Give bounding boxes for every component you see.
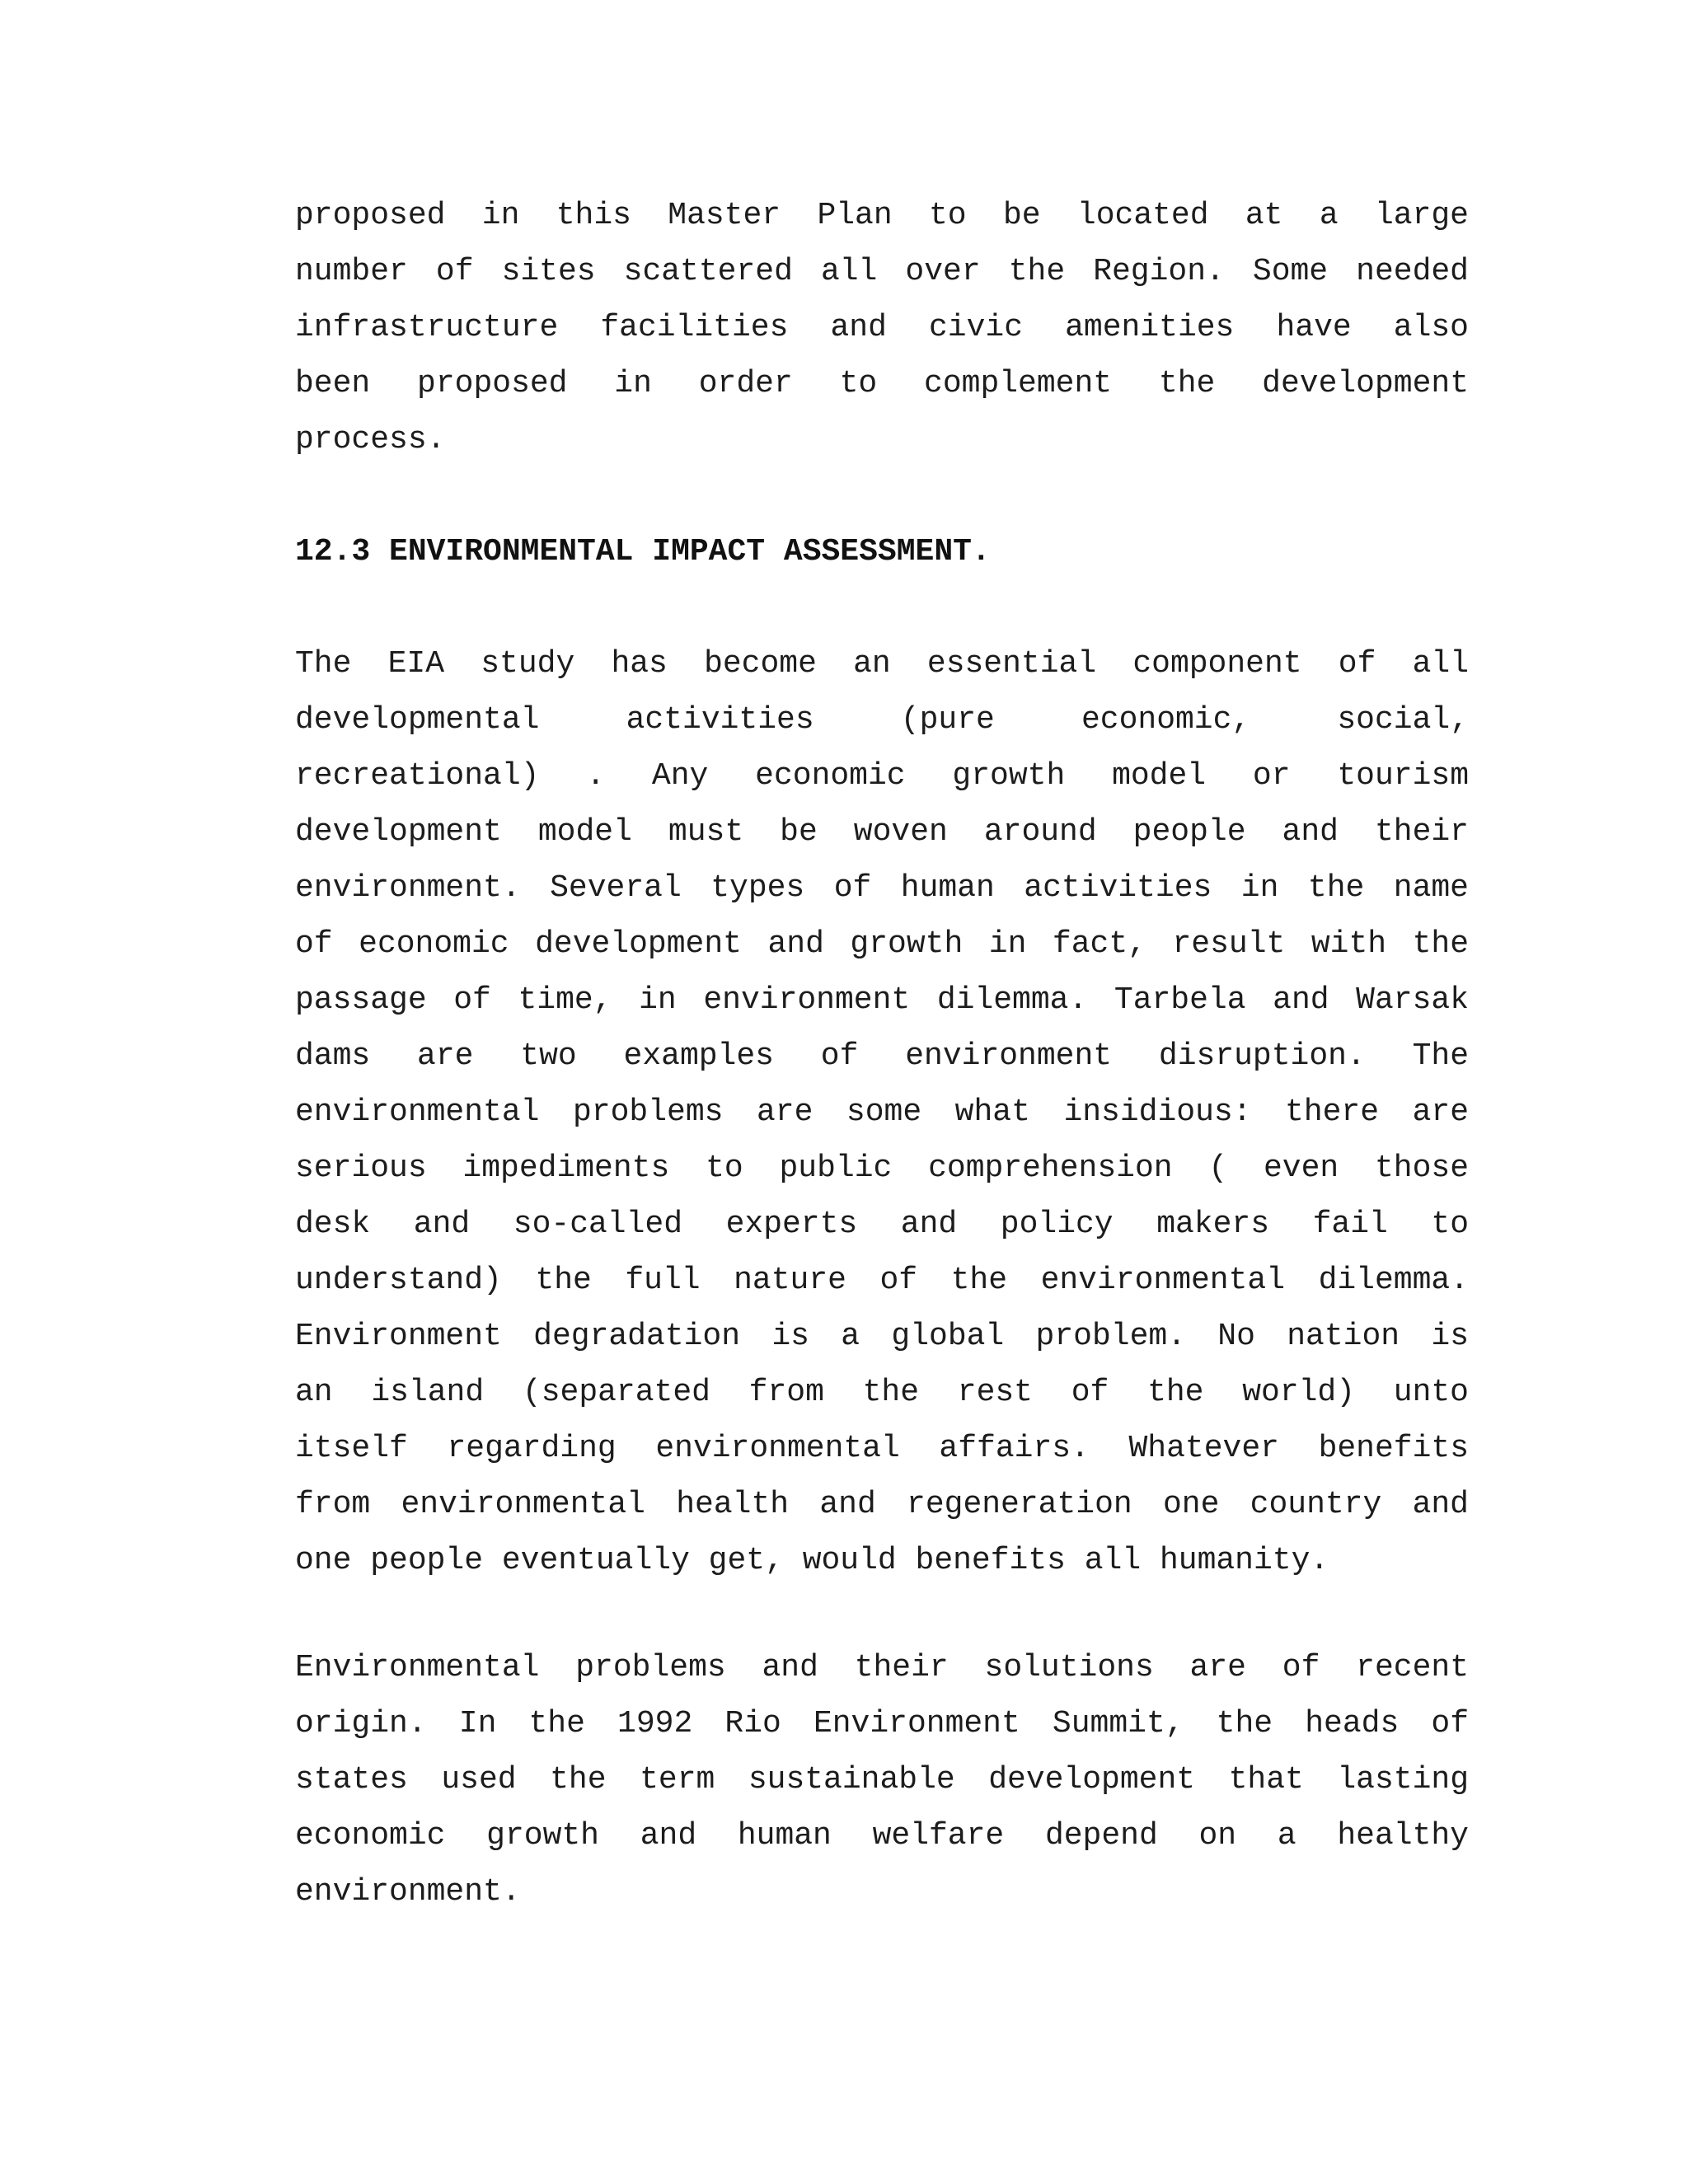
text-line: dams are two examples of environment disruption. The xyxy=(295,1038,1469,1074)
text-line: understand) the full nature of the environmental dilemma. xyxy=(295,1263,1469,1298)
text-line: environmental problems are some what insidious: there are xyxy=(295,1094,1469,1130)
text-line: serious impediments to public comprehension ( even those xyxy=(295,1151,1469,1186)
text-line: of economic development and growth in fact, result with the xyxy=(295,926,1469,962)
section-heading: 12.3 ENVIRONMENTAL IMPACT ASSESSMENT. xyxy=(295,534,991,569)
text-line: proposed in this Master Plan to be located at a large xyxy=(295,198,1469,233)
text-line: been proposed in order to complement the development xyxy=(295,366,1469,401)
text-line: Environmental problems and their solutions are of recent xyxy=(295,1650,1469,1685)
paragraph-rio-summit xyxy=(295,1640,1469,1920)
text-line: The EIA study has become an essential component of all xyxy=(295,646,1469,682)
text-line: one people eventually get, would benefits all humanity. xyxy=(295,1543,1329,1578)
text-line: development model must be woven around people and their xyxy=(295,814,1469,850)
text-line: passage of time, in environment dilemma. Tarbela and Warsak xyxy=(295,982,1469,1018)
text-line: environment. Several types of human activities in the name xyxy=(295,870,1469,906)
text-line: desk and so-called experts and policy makers fail to xyxy=(295,1207,1469,1242)
text-line: itself regarding environmental affairs. Whatever benefits xyxy=(295,1431,1469,1466)
text-line: recreational) . Any economic growth model or tourism xyxy=(295,758,1469,794)
text-line: origin. In the 1992 Rio Environment Summit, the heads of xyxy=(295,1706,1469,1741)
text-line: from environmental health and regeneration one country and xyxy=(295,1487,1469,1522)
text-line: Environment degradation is a global problem. No nation is xyxy=(295,1319,1469,1354)
text-line: infrastructure facilities and civic amenities have also xyxy=(295,310,1469,345)
text-line: an island (separated from the rest of the world) unto xyxy=(295,1375,1469,1410)
text-line: environment. xyxy=(295,1874,521,1910)
paragraph-intro xyxy=(295,188,1469,468)
text-line: developmental activities (pure economic, social, xyxy=(295,702,1469,738)
text-line: states used the term sustainable development that lasting xyxy=(295,1762,1469,1797)
paragraph-eia xyxy=(295,636,1469,1589)
text-line: number of sites scattered all over the Region. Some needed xyxy=(295,254,1469,289)
text-line: process. xyxy=(295,422,446,457)
text-line: economic growth and human welfare depend on a healthy xyxy=(295,1818,1469,1854)
